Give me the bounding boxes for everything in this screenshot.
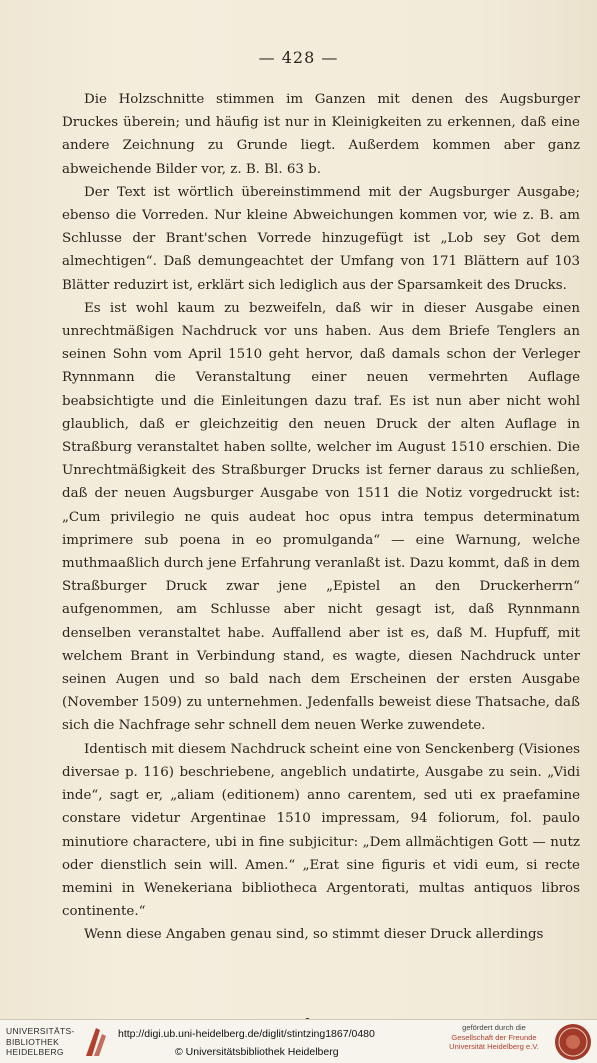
society-seal-icon [553,1022,593,1062]
paragraph-5: Wenn diese Angaben genau sind, so stimmt dieser Druck allerdings [84,927,544,943]
paragraph-1: Die Holzschnitte stimmen im Ganzen mit denen des Augsburger Druckes überein; und häufig ist nur in Kleinigkeiten zu erkennen, daß eine andere Zeichnung zu Grunde liegt. Außerdem kommen aber ganz abweichende Bilder vor, z. B. Bl. 63 b. [62,92,580,177]
body-text [62,88,580,947]
paragraph-2: Der Text ist wörtlich übereinstimmend mit der Augsburger Ausgabe; ebenso die Vorreden. Nur kleine Abweichungen kommen vor, wie z. B. am Schlusse der Brant'schen Vorrede hinzugefügt ist „Lob sey Got dem almechtigen“. Daß demungeachtet der Umfang von 171 Blättern auf 103 Blätter reduzirt ist, erklärt sich lediglich aus der Sparsamkeit des Drucks. [62,184,580,293]
copyright-text: © Universitätsbibliothek Heidelberg [175,1046,339,1058]
paragraph-3: Es ist wohl kaum zu bezweifeln, daß wir in dieser Ausgabe einen unrechtmäßigen Nachdruck vor uns haben. Aus dem Briefe Tenglers an seinen Sohn vom April 1510 geht hervor, daß damals schon der Verleger Rynnmann die Veranstaltung einer neuen vermehrten Auflage beabsichtigte und die Einleitungen dazu traf. Es ist nun aber nicht wohl glaublich, daß er gleichzeitig den neuen Druck der alten Auflage in Straßburg veranstaltet haben sollte, welcher im August 1510 erschien. Die Unrechtmäßigkeit des Straßburger Drucks ist ferner daraus zu schließen, daß der neuen Augsburger Ausgabe von 1511 die Notiz vorgedruckt ist: „Cum privilegio ne quis audeat hoc opus intra tempus determinatum imprimere sub poena in eo promulganda“ — eine Warnung, welche muthmaaßlich durch jene Erfahrung veranlaßt ist. Dazu kommt, daß in dem Straßburger Druck zwar jene „Epistel an den Druckerherrn“ aufgenommen, am Schlusse aber nicht gesagt ist, daß Rynnmann denselben veranstaltet habe. Auffallend aber ist es, daß M. Hupfuff, mit welchem Brant in Verbindung stand, es wagte, diesen Nachdruck unter seinen Augen und so bald nach dem Erscheinen der ersten Ausgabe (November 1509) zu unternehmen. Jedenfalls beweist diese Thatsache, daß sich die Nachfrage sehr schnell dem neuen Werke zuwendete. [62,300,580,734]
source-link[interactable]: http://digi.ub.uni-heidelberg.de/diglit/stintzing1867/0480 [118,1028,375,1040]
page-number: — 428 — [258,48,339,67]
funding-note: gefördert durch die Gesellschaft der Freunde Universität Heidelberg e.V. [449,1023,539,1052]
digitization-footer [0,1019,597,1063]
library-name: UNIVERSITÄTS- BIBLIOTHEK HEIDELBERG [6,1026,75,1057]
paragraph-4: Identisch mit diesem Nachdruck scheint eine von Senckenberg (Visiones diversae p. 116) beschriebene, angeblich undatirte, Ausgabe zu sein. „Vidi inde“, sagt er, „aliam (editionem) anno carentem, sed uti ex praefamine constare videtur Argentinae 1510 impressam, 94 foliorum, fol. paulo minutiore charactere, ubi in fine subjicitur: „Dem allmächtigen Gott — nutz oder dienstlich sein will. Amen.“ „Erat sine figuris et vidi eum, si recte memini in Wenekeriana bibliotheca Argentorati, multas antiquos libros continente.“ [62,741,580,920]
library-logo-icon [82,1024,110,1060]
